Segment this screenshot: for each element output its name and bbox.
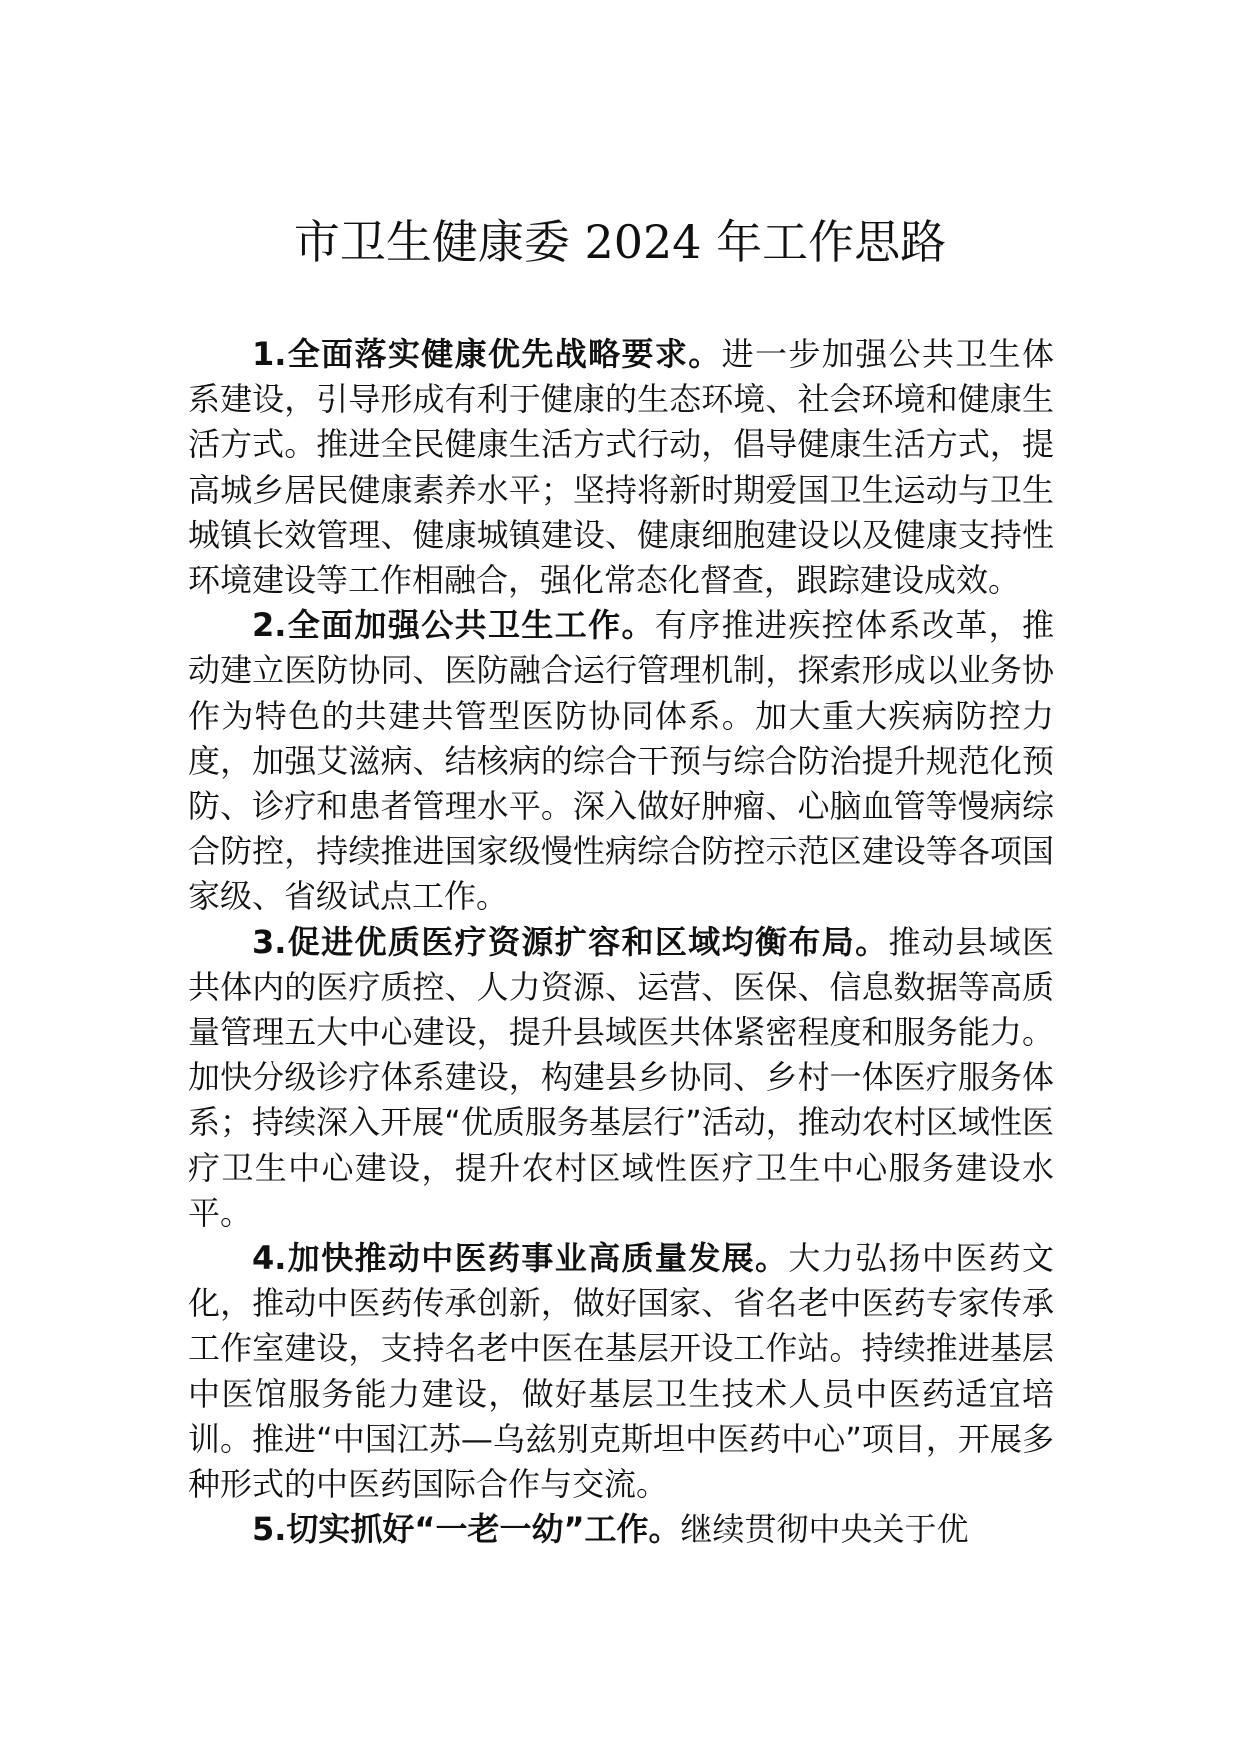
document-body <box>188 332 1054 1552</box>
paragraph-5-text: 继续贯彻中央关于优 <box>680 1510 969 1549</box>
paragraph-2 <box>188 603 1054 919</box>
paragraph-5-heading: 5.切实抓好“一老一幼”工作。 <box>252 1510 681 1549</box>
paragraph-5 <box>188 1507 1054 1552</box>
paragraph-3-heading: 3.促进优质医疗资源扩容和区域均衡布局。 <box>252 922 889 961</box>
paragraph-1-text: 进一步加强公共卫生体系建设，引导形成有利于健康的生态环境、社会环境和健康生活方式。推进全民健康生活方式行动，倡导健康生活方式，提高城乡居民健康素养水平；坚持将新时期爱国卫生运动与卫生城镇长效管理、健康城镇建设、健康细胞建设以及健康支持性环境建设等工作相融合，强化常态化督查，跟踪建设成效。 <box>188 335 1054 600</box>
paragraph-4 <box>188 1236 1054 1507</box>
paragraph-1 <box>188 332 1054 603</box>
paragraph-4-heading: 4.加快推动中医药事业高质量发展。 <box>252 1239 789 1278</box>
paragraph-3 <box>188 920 1054 1236</box>
paragraph-3-text: 推动县域医共体内的医疗质控、人力资源、运营、医保、信息数据等高质量管理五大中心建设，提升县域医共体紧密程度和服务能力。加快分级诊疗体系建设，构建县乡协同、乡村一体医疗服务体系；持续深入开展“优质服务基层行”活动，推动农村区域性医疗卫生中心建设，提升农村区域性医疗卫生中心服务建设水平。 <box>188 922 1054 1232</box>
paragraph-1-heading: 1.全面落实健康优先战略要求。 <box>252 335 722 373</box>
paragraph-2-heading: 2.全面加强公共卫生工作。 <box>252 606 655 645</box>
paragraph-4-text: 大力弘扬中医药文化，推动中医药传承创新，做好国家、省名老中医药专家传承工作室建设，支持名老中医在基层开设工作站。持续推进基层中医馆服务能力建设，做好基层卫生技术人员中医药适宜培训。推进“中国江苏—乌兹别克斯坦中医药中心”项目，开展多种形式的中医药国际合作与交流。 <box>188 1239 1054 1504</box>
paragraph-2-text: 有序推进疾控体系改革，推动建立医防协同、医防融合运行管理机制，探索形成以业务协作为特色的共建共管型医防协同体系。加大重大疾病防控力度，加强艾滋病、结核病的综合干预与综合防治提升规范化预防、诊疗和患者管理水平。深入做好肿瘤、心脑血管等慢病综合防控，持续推进国家级慢性病综合防控示范区建设等各项国家级、省级试点工作。 <box>188 606 1054 916</box>
document-title: 市卫生健康委 2024 年工作思路 <box>293 215 947 269</box>
